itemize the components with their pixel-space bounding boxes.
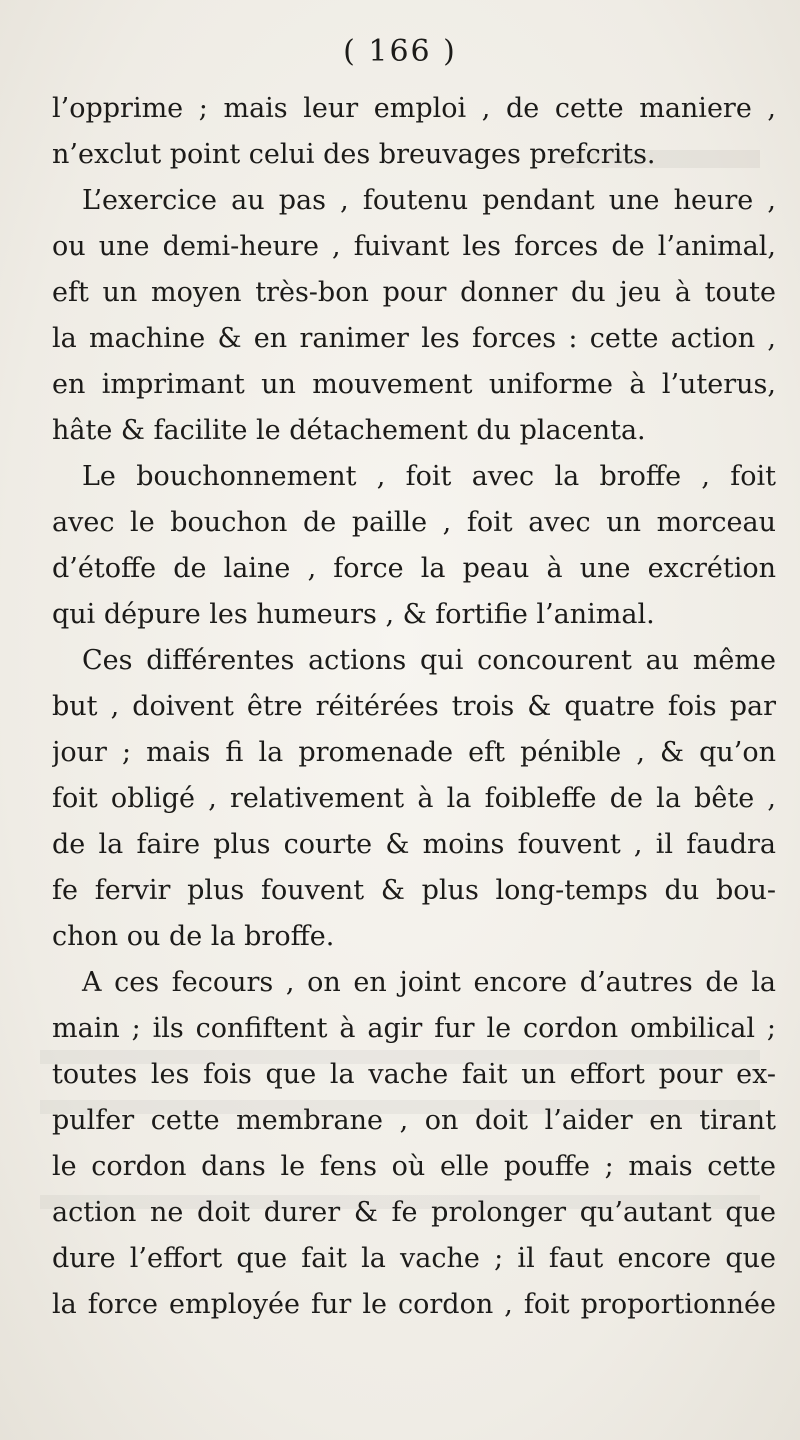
text-line: but , doivent être réitérées trois & quatre fois par: [52, 691, 776, 722]
text-line: le cordon dans le fens où elle pouffe ; mais cette: [52, 1151, 776, 1182]
text-line: n’exclut point celui des breuvages prefcrits.: [52, 139, 656, 170]
text-line: de la faire plus courte & moins fouvent , il faudra: [52, 829, 776, 860]
text-line: la force employée fur le cordon , foit proportionnée: [52, 1289, 776, 1320]
text-line: chon ou de la broffe.: [52, 921, 335, 952]
page-number: ( 166 ): [343, 34, 457, 69]
text-line: qui dépure les humeurs , & fortifie l’animal.: [52, 599, 655, 630]
text-line: foit obligé , relativement à la foibleffe de la bête ,: [52, 783, 776, 814]
text-line: en imprimant un mouvement uniforme à l’uterus,: [52, 369, 776, 400]
text-line: jour ; mais fi la promenade eft pénible , & qu’on: [52, 737, 776, 768]
paragraph-start-line: Ces différentes actions qui concourent au même: [82, 645, 776, 676]
text-line: main ; ils confiftent à agir fur le cordon ombilical ;: [52, 1013, 776, 1044]
text-line: d’étoffe de laine , force la peau à une excrétion: [52, 553, 776, 584]
paragraph-start-line: A ces fecours , on en joint encore d’autres de la: [82, 967, 776, 998]
text-line: la machine & en ranimer les forces : cette action ,: [52, 323, 776, 354]
text-line: l’opprime ; mais leur emploi , de cette maniere ,: [52, 93, 776, 124]
text-line: fe fervir plus fouvent & plus long-temps du bou-: [52, 875, 776, 906]
paragraph-start-line: Le bouchonnement , foit avec la broffe , foit: [82, 461, 776, 492]
text-line: pulfer cette membrane , on doit l’aider en tirant: [52, 1105, 776, 1136]
paragraph-start-line: L’exercice au pas , foutenu pendant une heure ,: [82, 185, 776, 216]
text-line: ou une demi-heure , fuivant les forces de l’animal,: [52, 231, 776, 262]
text-line: avec le bouchon de paille , foit avec un morceau: [52, 507, 776, 538]
text-line: hâte & facilite le détachement du placenta.: [52, 415, 646, 446]
text-line: eft un moyen très-bon pour donner du jeu à toute: [52, 277, 776, 308]
text-line: dure l’effort que fait la vache ; il faut encore que: [52, 1243, 776, 1274]
text-line: action ne doit durer & fe prolonger qu’autant que: [52, 1197, 776, 1228]
text-line: toutes les fois que la vache fait un effort pour ex-: [52, 1059, 776, 1090]
body-text: [52, 86, 776, 1328]
